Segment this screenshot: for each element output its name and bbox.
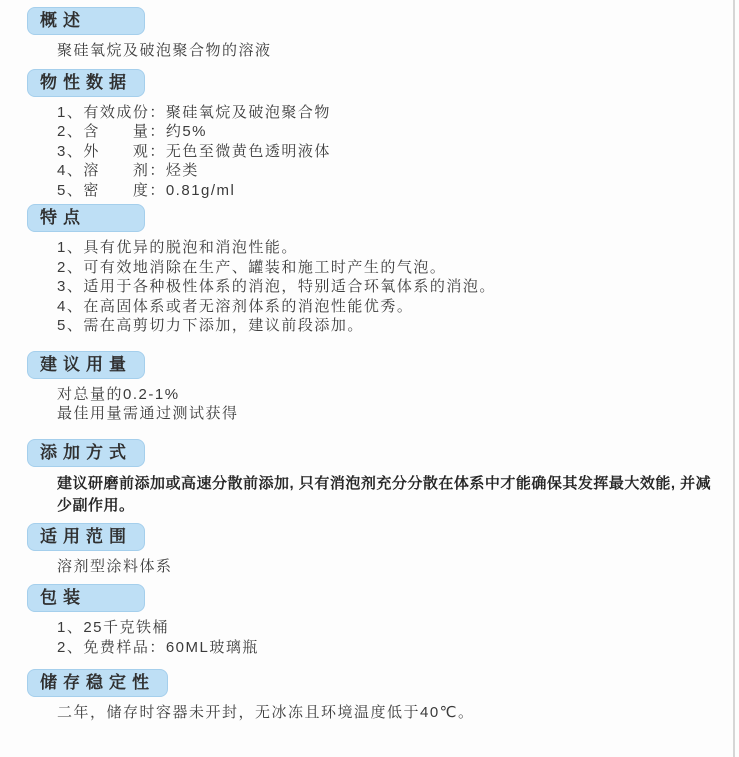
section-packaging: [27, 584, 739, 657]
section-body-packaging: [27, 618, 739, 657]
section-header-features: 特点: [27, 204, 145, 232]
section-physical-data: [27, 69, 739, 201]
section-header-overview: 概述: [27, 7, 145, 35]
text-line: 聚硅氧烷及破泡聚合物的溶液: [57, 42, 272, 59]
section-header-application-scope: 适用范围: [27, 523, 145, 551]
section-addition-method: [27, 439, 739, 517]
section-header-physical-data: 物性数据: [27, 69, 145, 97]
text-line: 3、适用于各种极性体系的消泡，特别适合环氧体系的消泡。: [57, 278, 496, 295]
text-line: 5、密 度：0.81g/ml: [57, 181, 236, 199]
text-line: 二年，储存时容器未开封，无冰冻且环境温度低于40℃。: [57, 704, 475, 721]
section-body-overview: [27, 41, 739, 61]
text-line: 4、溶 剂：烃类: [57, 162, 199, 179]
section-overview: [27, 7, 739, 61]
section-application-scope: [27, 523, 739, 577]
section-features: [27, 204, 739, 336]
section-body-dosage: [27, 385, 739, 424]
text-line: 2、免费样品：60ML玻璃瓶: [57, 638, 259, 656]
text-paragraph: 建议研磨前添加或高速分散前添加, 只有消泡剂充分分散在体系中才能确保其发挥最大效能, 并减少副作用。: [57, 474, 712, 514]
text-line: 3、外 观：无色至微黄色透明液体: [57, 142, 331, 160]
section-header-dosage: 建议用量: [27, 351, 145, 379]
section-header-addition-method: 添加方式: [27, 439, 145, 467]
section-body-application-scope: [27, 557, 739, 577]
right-edge-divider: [733, 0, 735, 757]
text-line: 4、在高固体系或者无溶剂体系的消泡性能优秀。: [57, 297, 414, 315]
section-body-storage-stability: [27, 703, 739, 723]
section-body-addition-method: [27, 473, 739, 517]
section-header-storage-stability: 储存稳定性: [27, 669, 168, 697]
text-line: 对总量的0.2-1%: [57, 385, 180, 403]
text-line: 1、有效成份：聚硅氧烷及破泡聚合物: [57, 103, 331, 121]
section-header-packaging: 包装: [27, 584, 145, 612]
section-storage-stability: [27, 669, 739, 723]
text-line: 5、需在高剪切力下添加，建议前段添加。: [57, 317, 364, 334]
section-body-physical-data: [27, 103, 739, 201]
section-dosage: [27, 351, 739, 424]
text-line: 溶剂型涂料体系: [57, 557, 173, 575]
text-line: 1、25千克铁桶: [57, 619, 170, 636]
text-line: 最佳用量需通过测试获得: [57, 405, 239, 422]
text-line: 2、含 量：约5%: [57, 123, 208, 140]
text-line: 2、可有效地消除在生产、罐装和施工时产生的气泡。: [57, 258, 447, 276]
text-line: 1、具有优异的脱泡和消泡性能。: [57, 239, 298, 256]
section-body-features: [27, 238, 739, 336]
